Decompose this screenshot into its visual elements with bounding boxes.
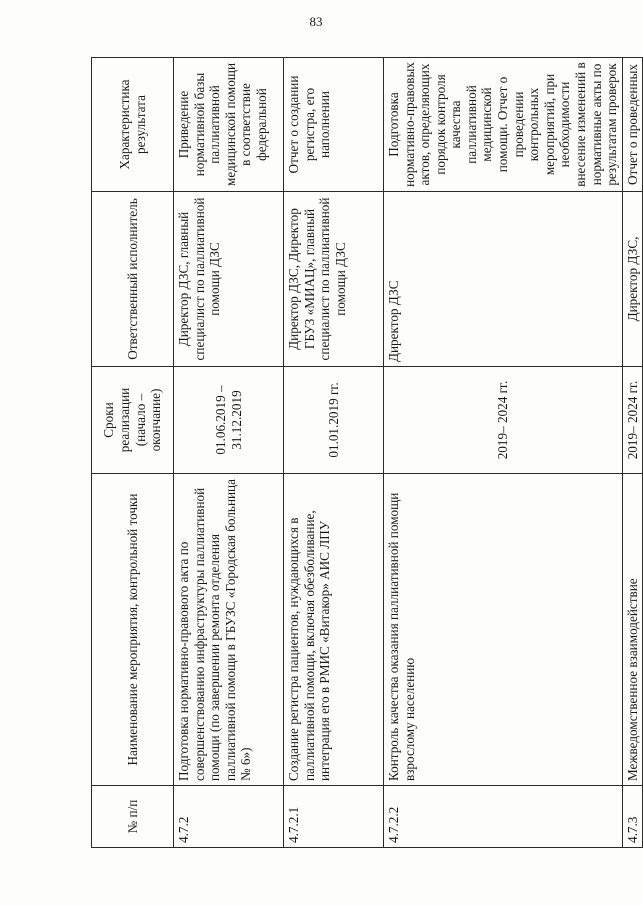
schedule-table: [91, 57, 643, 848]
cell-num: 4.7.2: [174, 786, 284, 848]
cell-num: 4.7.2.1: [284, 786, 384, 848]
rotated-table-container: [91, 58, 640, 848]
header-num: № п/п: [92, 786, 174, 848]
cell-result: Приведение нормативной базы паллиативной медицинской помощи в соответствие федеральной: [174, 58, 284, 192]
cell-terms: 01.01.2019 гг.: [284, 367, 384, 474]
cell-result: Отчет о создании регистра, его наполнении: [284, 58, 384, 192]
cell-name: Межведомственное взаимодействие: [622, 474, 643, 786]
table-row: [284, 58, 384, 848]
cell-terms: 2019– 2024 гг.: [384, 367, 623, 474]
table-header-row: [92, 58, 174, 848]
cell-responsible: Директор ДЗС, Директор ГБУЗ «МИАЦ», главный специалист по паллиативной помощи ДЗС: [284, 192, 384, 367]
table-row: [174, 58, 284, 848]
header-result: Характеристика результата: [92, 58, 174, 192]
cell-result: Отчет о проведенных: [622, 58, 643, 192]
header-terms: Сроки реализации (начало – окончание): [92, 367, 174, 474]
cell-terms: 2019– 2024 гг.: [622, 367, 643, 474]
cell-name: Подготовка нормативно-правового акта по совершенствованию инфраструктуры паллиативной помощи (по завершении ремонта отделения паллиативной помощи в ГБУЗС «Городская больница № 6»): [174, 474, 284, 786]
cell-responsible: Директор ДЗС,: [622, 192, 643, 367]
cell-result: Подготовка нормативно-правовых актов, определяющих порядок контроля качества паллиативной медицинской помощи. Отчет о проведении контрольных мероприятий, при необходимости внесение изменений в нормативные акты по результатам проверок: [384, 58, 623, 192]
cell-responsible: Директор ДЗС, главный специалист по паллиативной помощи ДЗС: [174, 192, 284, 367]
table-row: [384, 58, 623, 848]
cell-num: 4.7.3: [622, 786, 643, 848]
cell-terms: 01.06.2019 – 31.12.2019: [174, 367, 284, 474]
cell-num: 4.7.2.2: [384, 786, 623, 848]
cell-name: Контроль качества оказания паллиативной помощи взрослому населению: [384, 474, 623, 786]
table-row: [622, 58, 643, 848]
header-name: Наименование мероприятия, контрольной точки: [92, 474, 174, 786]
cell-name: Создание регистра пациентов, нуждающихся в паллиативной помощи, включая обезболивание, интеграция его в РМИС «Витакор» АИС ЛПУ: [284, 474, 384, 786]
header-responsible: Ответственный исполнитель: [92, 192, 174, 367]
page-number: 83: [309, 14, 323, 29]
cell-responsible: Директор ДЗС: [384, 192, 623, 367]
